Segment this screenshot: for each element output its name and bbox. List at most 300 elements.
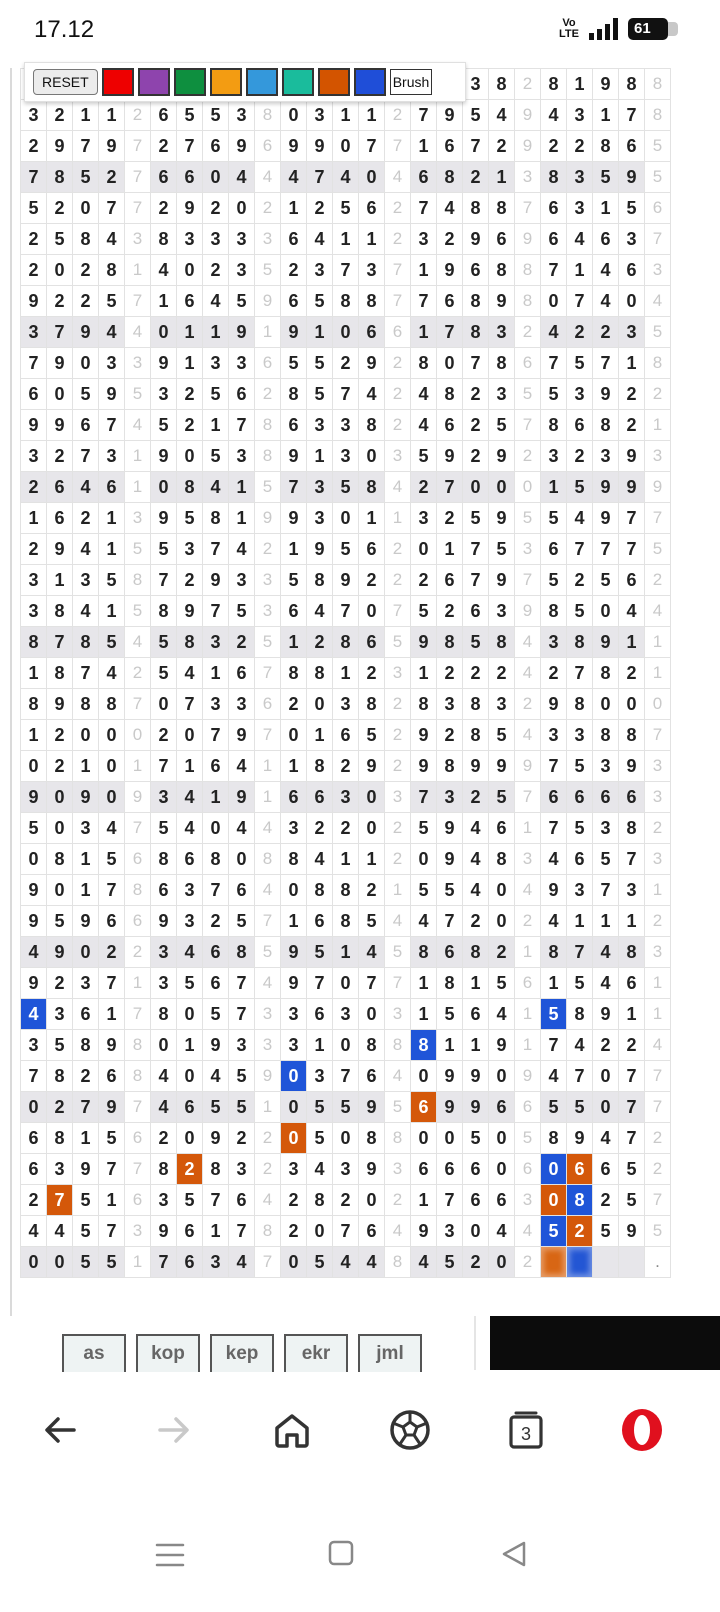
grid-cell[interactable]: 5 xyxy=(203,379,229,410)
grid-cell[interactable]: 4 xyxy=(593,255,619,286)
grid-cell[interactable]: 6 xyxy=(255,689,281,720)
grid-cell[interactable]: 8 xyxy=(619,720,645,751)
grid-cell[interactable]: 7 xyxy=(619,100,645,131)
grid-cell[interactable]: 2 xyxy=(255,379,281,410)
grid-cell[interactable]: 1 xyxy=(645,875,671,906)
grid-cell[interactable]: 8 xyxy=(333,906,359,937)
grid-cell[interactable]: 4 xyxy=(541,906,567,937)
grid-cell[interactable]: 0 xyxy=(73,348,99,379)
grid-cell[interactable]: 4 xyxy=(515,627,541,658)
grid-cell[interactable]: 5 xyxy=(21,193,47,224)
grid-cell[interactable]: 8 xyxy=(255,410,281,441)
grid-cell[interactable]: 3 xyxy=(125,224,151,255)
grid-cell[interactable]: 9 xyxy=(593,69,619,100)
grid-cell[interactable]: 1 xyxy=(567,906,593,937)
grid-cell[interactable]: 3 xyxy=(203,689,229,720)
grid-cell[interactable]: 6 xyxy=(229,875,255,906)
grid-cell[interactable]: 6 xyxy=(411,162,437,193)
grid-cell[interactable]: 5 xyxy=(385,937,411,968)
grid-cell[interactable]: 3 xyxy=(593,751,619,782)
grid-cell[interactable]: 3 xyxy=(229,1030,255,1061)
grid-cell[interactable]: 5 xyxy=(255,472,281,503)
grid-cell[interactable]: 2 xyxy=(385,348,411,379)
grid-cell[interactable]: 5 xyxy=(73,379,99,410)
grid-cell[interactable]: 4 xyxy=(411,906,437,937)
grid-cell[interactable]: 5 xyxy=(21,813,47,844)
grid-cell[interactable]: 5 xyxy=(177,503,203,534)
grid-cell[interactable]: 3 xyxy=(229,565,255,596)
grid-cell[interactable]: 0 xyxy=(177,1061,203,1092)
grid-cell[interactable]: 6 xyxy=(203,937,229,968)
grid-cell[interactable]: 7 xyxy=(229,999,255,1030)
grid-cell[interactable]: 3 xyxy=(229,1154,255,1185)
grid-cell[interactable]: 2 xyxy=(385,224,411,255)
grid-cell[interactable]: 3 xyxy=(73,813,99,844)
grid-cell[interactable]: 9 xyxy=(307,534,333,565)
grid-cell[interactable]: 6 xyxy=(463,999,489,1030)
grid-cell[interactable]: 3 xyxy=(125,1216,151,1247)
grid-cell[interactable]: 1 xyxy=(619,999,645,1030)
grid-cell[interactable]: 6 xyxy=(333,720,359,751)
grid-cell[interactable]: 1 xyxy=(463,968,489,999)
grid-cell[interactable]: 3 xyxy=(151,782,177,813)
grid-cell[interactable]: 5 xyxy=(489,782,515,813)
grid-cell[interactable]: 8 xyxy=(47,844,73,875)
grid-cell[interactable]: 3 xyxy=(229,441,255,472)
grid-cell[interactable]: 9 xyxy=(281,937,307,968)
grid-cell[interactable]: 8 xyxy=(359,472,385,503)
grid-cell[interactable]: 1 xyxy=(411,999,437,1030)
grid-cell[interactable]: 4 xyxy=(515,658,541,689)
grid-cell[interactable]: 4 xyxy=(203,472,229,503)
grid-cell[interactable]: 0 xyxy=(281,875,307,906)
grid-cell[interactable]: 4 xyxy=(567,503,593,534)
grid-cell[interactable]: 7 xyxy=(99,1216,125,1247)
grid-cell[interactable]: 4 xyxy=(411,379,437,410)
grid-cell[interactable]: 0 xyxy=(437,1123,463,1154)
grid-cell[interactable]: 9 xyxy=(619,472,645,503)
grid-cell[interactable]: 0 xyxy=(593,1061,619,1092)
grid-cell[interactable]: 3 xyxy=(229,689,255,720)
grid-cell[interactable]: 2 xyxy=(385,410,411,441)
grid-cell[interactable]: 1 xyxy=(619,348,645,379)
grid-cell[interactable]: 5 xyxy=(307,286,333,317)
grid-cell[interactable]: 1 xyxy=(21,658,47,689)
grid-cell[interactable]: 9 xyxy=(47,534,73,565)
grid-cell[interactable]: 4 xyxy=(385,1061,411,1092)
grid-cell[interactable]: 2 xyxy=(177,1154,203,1185)
grid-cell[interactable]: 2 xyxy=(645,1123,671,1154)
grid-cell[interactable]: 6 xyxy=(73,999,99,1030)
grid-cell[interactable]: 0 xyxy=(73,937,99,968)
grid-cell[interactable]: 0 xyxy=(541,1185,567,1216)
grid-cell[interactable]: 6 xyxy=(203,751,229,782)
grid-cell[interactable]: 8 xyxy=(307,875,333,906)
grid-cell[interactable] xyxy=(567,1247,593,1278)
grid-cell[interactable]: . xyxy=(645,1247,671,1278)
grid-cell[interactable]: 9 xyxy=(489,751,515,782)
grid-cell[interactable]: 5 xyxy=(463,627,489,658)
grid-cell[interactable]: 1 xyxy=(281,193,307,224)
grid-cell[interactable]: 2 xyxy=(21,1185,47,1216)
grid-cell[interactable]: 9 xyxy=(255,1061,281,1092)
grid-cell[interactable]: 1 xyxy=(73,751,99,782)
grid-cell[interactable]: 3 xyxy=(567,193,593,224)
grid-cell[interactable]: 0 xyxy=(307,1216,333,1247)
grid-cell[interactable]: 9 xyxy=(437,844,463,875)
grid-cell[interactable]: 6 xyxy=(619,782,645,813)
grid-cell[interactable]: 1 xyxy=(567,255,593,286)
grid-cell[interactable]: 8 xyxy=(151,844,177,875)
grid-cell[interactable]: 3 xyxy=(567,875,593,906)
grid-cell[interactable]: 6 xyxy=(437,131,463,162)
swatch-dark-orange[interactable] xyxy=(318,68,350,96)
grid-cell[interactable]: 1 xyxy=(125,255,151,286)
grid-cell[interactable]: 5 xyxy=(645,1216,671,1247)
grid-cell[interactable]: 9 xyxy=(281,503,307,534)
grid-cell[interactable]: 9 xyxy=(99,1092,125,1123)
grid-cell[interactable]: 4 xyxy=(567,1030,593,1061)
grid-cell[interactable]: 2 xyxy=(489,937,515,968)
grid-cell[interactable]: 8 xyxy=(463,937,489,968)
grid-cell[interactable]: 4 xyxy=(177,813,203,844)
grid-cell[interactable]: 8 xyxy=(541,937,567,968)
grid-cell[interactable]: 7 xyxy=(567,534,593,565)
grid-cell[interactable]: 3 xyxy=(125,503,151,534)
grid-cell[interactable]: 9 xyxy=(281,441,307,472)
grid-cell[interactable]: 8 xyxy=(515,255,541,286)
kep-button[interactable]: kep xyxy=(210,1334,274,1372)
grid-cell[interactable]: 3 xyxy=(229,255,255,286)
grid-cell[interactable]: 8 xyxy=(437,627,463,658)
grid-cell[interactable]: 7 xyxy=(99,193,125,224)
grid-cell[interactable]: 7 xyxy=(619,1061,645,1092)
grid-cell[interactable]: 6 xyxy=(619,131,645,162)
grid-cell[interactable]: 0 xyxy=(515,472,541,503)
grid-cell[interactable]: 6 xyxy=(151,100,177,131)
grid-cell[interactable]: 2 xyxy=(619,658,645,689)
grid-cell[interactable]: 5 xyxy=(47,224,73,255)
grid-cell[interactable]: 1 xyxy=(593,100,619,131)
grid-cell[interactable]: 8 xyxy=(463,286,489,317)
grid-cell[interactable]: 2 xyxy=(385,1185,411,1216)
grid-cell[interactable]: 5 xyxy=(411,596,437,627)
grid-cell[interactable]: 6 xyxy=(619,255,645,286)
grid-cell[interactable]: 6 xyxy=(489,224,515,255)
grid-cell[interactable]: 9 xyxy=(593,472,619,503)
grid-cell[interactable]: 1 xyxy=(411,131,437,162)
grid-cell[interactable]: 3 xyxy=(567,720,593,751)
grid-cell[interactable]: 8 xyxy=(411,937,437,968)
grid-cell[interactable]: 6 xyxy=(307,999,333,1030)
grid-cell[interactable]: 7 xyxy=(385,968,411,999)
grid-cell[interactable]: 4 xyxy=(385,1216,411,1247)
grid-cell[interactable]: 8 xyxy=(47,596,73,627)
grid-cell[interactable]: 0 xyxy=(99,782,125,813)
grid-cell[interactable]: 1 xyxy=(359,844,385,875)
as-button[interactable]: as xyxy=(62,1334,126,1372)
grid-cell[interactable]: 5 xyxy=(645,534,671,565)
grid-cell[interactable]: 8 xyxy=(229,937,255,968)
grid-cell[interactable]: 5 xyxy=(567,751,593,782)
grid-cell[interactable]: 6 xyxy=(307,782,333,813)
grid-cell[interactable]: 3 xyxy=(437,782,463,813)
grid-cell[interactable]: 0 xyxy=(177,441,203,472)
grid-cell[interactable]: 5 xyxy=(437,1247,463,1278)
grid-cell[interactable]: 0 xyxy=(489,906,515,937)
grid-cell[interactable]: 8 xyxy=(255,441,281,472)
grid-cell[interactable]: 8 xyxy=(47,658,73,689)
grid-cell[interactable]: 7 xyxy=(541,255,567,286)
grid-cell[interactable]: 1 xyxy=(307,317,333,348)
grid-cell[interactable]: 2 xyxy=(307,813,333,844)
grid-cell[interactable]: 0 xyxy=(489,1247,515,1278)
grid-cell[interactable]: 5 xyxy=(307,1092,333,1123)
grid-cell[interactable]: 1 xyxy=(619,627,645,658)
grid-cell[interactable]: 1 xyxy=(255,751,281,782)
grid-cell[interactable]: 5 xyxy=(411,875,437,906)
grid-cell[interactable]: 8 xyxy=(333,875,359,906)
grid-cell[interactable]: 9 xyxy=(515,596,541,627)
grid-cell[interactable]: 2 xyxy=(645,813,671,844)
grid-cell[interactable]: 8 xyxy=(151,999,177,1030)
grid-cell[interactable]: 3 xyxy=(151,968,177,999)
grid-cell[interactable]: 7 xyxy=(125,813,151,844)
grid-cell[interactable]: 9 xyxy=(21,906,47,937)
grid-cell[interactable]: 4 xyxy=(255,1185,281,1216)
grid-cell[interactable]: 7 xyxy=(125,999,151,1030)
grid-cell[interactable]: 9 xyxy=(515,751,541,782)
grid-cell[interactable]: 9 xyxy=(21,782,47,813)
grid-cell[interactable]: 4 xyxy=(229,534,255,565)
grid-cell[interactable]: 6 xyxy=(359,1216,385,1247)
grid-cell[interactable]: 3 xyxy=(255,224,281,255)
grid-cell[interactable]: 4 xyxy=(385,906,411,937)
grid-cell[interactable]: 5 xyxy=(99,565,125,596)
grid-cell[interactable]: 1 xyxy=(333,844,359,875)
grid-cell[interactable]: 6 xyxy=(359,1061,385,1092)
grid-cell[interactable]: 7 xyxy=(359,131,385,162)
grid-cell[interactable]: 2 xyxy=(151,720,177,751)
grid-cell[interactable]: 9 xyxy=(151,906,177,937)
grid-cell[interactable]: 4 xyxy=(463,875,489,906)
grid-cell[interactable]: 6 xyxy=(567,844,593,875)
grid-cell[interactable]: 7 xyxy=(333,1061,359,1092)
grid-cell[interactable]: 3 xyxy=(333,782,359,813)
grid-cell[interactable]: 9 xyxy=(619,751,645,782)
grid-cell[interactable]: 5 xyxy=(177,968,203,999)
grid-cell[interactable]: 0 xyxy=(177,999,203,1030)
grid-cell[interactable]: 9 xyxy=(359,348,385,379)
grid-cell[interactable]: 6 xyxy=(359,317,385,348)
grid-cell[interactable]: 0 xyxy=(125,720,151,751)
grid-cell[interactable]: 7 xyxy=(281,472,307,503)
grid-cell[interactable]: 9 xyxy=(463,1061,489,1092)
grid-cell[interactable]: 0 xyxy=(333,968,359,999)
grid-cell[interactable]: 1 xyxy=(151,286,177,317)
grid-cell[interactable]: 7 xyxy=(99,410,125,441)
grid-cell[interactable]: 1 xyxy=(177,348,203,379)
grid-cell[interactable]: 8 xyxy=(177,627,203,658)
grid-cell[interactable]: 3 xyxy=(515,844,541,875)
grid-cell[interactable] xyxy=(593,1247,619,1278)
grid-cell[interactable]: 4 xyxy=(515,1216,541,1247)
grid-cell[interactable]: 7 xyxy=(203,534,229,565)
grid-cell[interactable]: 5 xyxy=(229,1092,255,1123)
grid-cell[interactable]: 4 xyxy=(489,1216,515,1247)
grid-cell[interactable]: 1 xyxy=(281,627,307,658)
grid-cell[interactable]: 4 xyxy=(645,596,671,627)
grid-cell[interactable]: 8 xyxy=(645,100,671,131)
grid-cell[interactable]: 1 xyxy=(21,503,47,534)
grid-cell[interactable]: 0 xyxy=(333,503,359,534)
grid-cell[interactable]: 3 xyxy=(307,410,333,441)
grid-cell[interactable]: 5 xyxy=(99,286,125,317)
grid-cell[interactable]: 2 xyxy=(359,565,385,596)
grid-cell[interactable]: 8 xyxy=(541,69,567,100)
grid-cell[interactable]: 8 xyxy=(463,720,489,751)
grid-cell[interactable]: 1 xyxy=(255,782,281,813)
grid-cell[interactable]: 9 xyxy=(21,410,47,441)
grid-cell[interactable]: 8 xyxy=(359,1123,385,1154)
grid-cell[interactable]: 8 xyxy=(489,255,515,286)
grid-cell[interactable]: 2 xyxy=(203,193,229,224)
grid-cell[interactable]: 1 xyxy=(203,410,229,441)
grid-cell[interactable]: 9 xyxy=(463,224,489,255)
grid-cell[interactable]: 8 xyxy=(385,1247,411,1278)
grid-cell[interactable]: 1 xyxy=(411,317,437,348)
recents-icon[interactable] xyxy=(155,1542,185,1573)
grid-cell[interactable]: 7 xyxy=(411,100,437,131)
grid-cell[interactable]: 0 xyxy=(307,689,333,720)
grid-cell[interactable]: 8 xyxy=(489,627,515,658)
grid-cell[interactable]: 0 xyxy=(489,1061,515,1092)
grid-cell[interactable]: 3 xyxy=(47,999,73,1030)
grid-cell[interactable]: 2 xyxy=(411,472,437,503)
grid-cell[interactable]: 1 xyxy=(541,472,567,503)
grid-cell[interactable]: 9 xyxy=(359,751,385,782)
grid-cell[interactable]: 2 xyxy=(307,193,333,224)
grid-cell[interactable]: 5 xyxy=(385,1092,411,1123)
swatch-teal[interactable] xyxy=(282,68,314,96)
grid-cell[interactable]: 9 xyxy=(437,813,463,844)
grid-cell[interactable]: 9 xyxy=(437,1092,463,1123)
grid-cell[interactable]: 1 xyxy=(99,503,125,534)
grid-cell[interactable]: 0 xyxy=(99,751,125,782)
grid-cell[interactable]: 9 xyxy=(99,131,125,162)
grid-cell[interactable]: 4 xyxy=(515,875,541,906)
grid-cell[interactable]: 5 xyxy=(567,348,593,379)
grid-cell[interactable]: 7 xyxy=(99,968,125,999)
grid-cell[interactable]: 6 xyxy=(21,1123,47,1154)
grid-cell[interactable]: 2 xyxy=(99,937,125,968)
grid-cell[interactable]: 3 xyxy=(411,224,437,255)
grid-cell[interactable]: 7 xyxy=(333,255,359,286)
grid-cell[interactable]: 1 xyxy=(73,844,99,875)
grid-cell[interactable]: 7 xyxy=(385,286,411,317)
grid-cell[interactable]: 7 xyxy=(125,162,151,193)
grid-cell[interactable]: 6 xyxy=(281,782,307,813)
grid-cell[interactable]: 6 xyxy=(99,1061,125,1092)
grid-cell[interactable]: 9 xyxy=(73,317,99,348)
grid-cell[interactable]: 7 xyxy=(437,472,463,503)
grid-cell[interactable]: 3 xyxy=(619,875,645,906)
grid-cell[interactable]: 7 xyxy=(125,1154,151,1185)
grid-cell[interactable]: 7 xyxy=(385,255,411,286)
grid-cell[interactable]: 2 xyxy=(47,441,73,472)
grid-cell[interactable]: 6 xyxy=(177,1247,203,1278)
grid-cell[interactable]: 1 xyxy=(307,720,333,751)
grid-cell[interactable]: 0 xyxy=(541,1154,567,1185)
grid-cell[interactable]: 2 xyxy=(515,69,541,100)
grid-cell[interactable]: 1 xyxy=(255,1092,281,1123)
grid-cell[interactable]: 8 xyxy=(593,720,619,751)
grid-cell[interactable]: 7 xyxy=(333,379,359,410)
grid-cell[interactable]: 7 xyxy=(463,348,489,379)
grid-cell[interactable]: 2 xyxy=(47,100,73,131)
grid-cell[interactable]: 2 xyxy=(619,379,645,410)
grid-cell[interactable]: 4 xyxy=(125,317,151,348)
grid-cell[interactable]: 9 xyxy=(281,131,307,162)
grid-cell[interactable]: 2 xyxy=(21,224,47,255)
grid-cell[interactable]: 8 xyxy=(541,162,567,193)
grid-cell[interactable]: 2 xyxy=(385,379,411,410)
grid-cell[interactable]: 5 xyxy=(437,999,463,1030)
grid-cell[interactable]: 4 xyxy=(567,224,593,255)
grid-cell[interactable]: 4 xyxy=(463,844,489,875)
grid-cell[interactable]: 2 xyxy=(567,131,593,162)
grid-cell[interactable]: 8 xyxy=(359,689,385,720)
grid-cell[interactable]: 8 xyxy=(567,999,593,1030)
grid-cell[interactable]: 8 xyxy=(47,162,73,193)
grid-cell[interactable]: 9 xyxy=(21,875,47,906)
grid-cell[interactable]: 5 xyxy=(47,906,73,937)
grid-cell[interactable]: 0 xyxy=(47,379,73,410)
grid-cell[interactable]: 8 xyxy=(515,286,541,317)
grid-cell[interactable]: 6 xyxy=(255,131,281,162)
grid-cell[interactable]: 3 xyxy=(177,534,203,565)
grid-cell[interactable]: 1 xyxy=(333,224,359,255)
grid-cell[interactable]: 4 xyxy=(151,255,177,286)
grid-cell[interactable]: 9 xyxy=(151,503,177,534)
grid-cell[interactable]: 2 xyxy=(255,534,281,565)
grid-cell[interactable]: 2 xyxy=(515,1247,541,1278)
grid-cell[interactable]: 1 xyxy=(125,441,151,472)
grid-cell[interactable]: 5 xyxy=(229,596,255,627)
grid-cell[interactable]: 1 xyxy=(73,100,99,131)
grid-cell[interactable]: 7 xyxy=(333,1216,359,1247)
grid-cell[interactable]: 9 xyxy=(99,379,125,410)
grid-cell[interactable]: 5 xyxy=(463,1123,489,1154)
grid-cell[interactable]: 8 xyxy=(99,689,125,720)
grid-cell[interactable]: 8 xyxy=(255,844,281,875)
grid-cell[interactable]: 3 xyxy=(307,100,333,131)
grid-cell[interactable]: 5 xyxy=(567,968,593,999)
grid-cell[interactable]: 7 xyxy=(21,162,47,193)
grid-cell[interactable]: 5 xyxy=(567,1092,593,1123)
grid-cell[interactable]: 5 xyxy=(99,1247,125,1278)
grid-cell[interactable]: 2 xyxy=(567,441,593,472)
grid-cell[interactable]: 7 xyxy=(385,131,411,162)
grid-cell[interactable]: 8 xyxy=(489,69,515,100)
grid-cell[interactable]: 2 xyxy=(47,1092,73,1123)
grid-cell[interactable]: 2 xyxy=(203,906,229,937)
grid-cell[interactable]: 8 xyxy=(567,689,593,720)
grid-cell[interactable]: 2 xyxy=(229,627,255,658)
grid-cell[interactable]: 2 xyxy=(593,1030,619,1061)
grid-cell[interactable]: 3 xyxy=(567,100,593,131)
grid-cell[interactable]: 7 xyxy=(645,720,671,751)
